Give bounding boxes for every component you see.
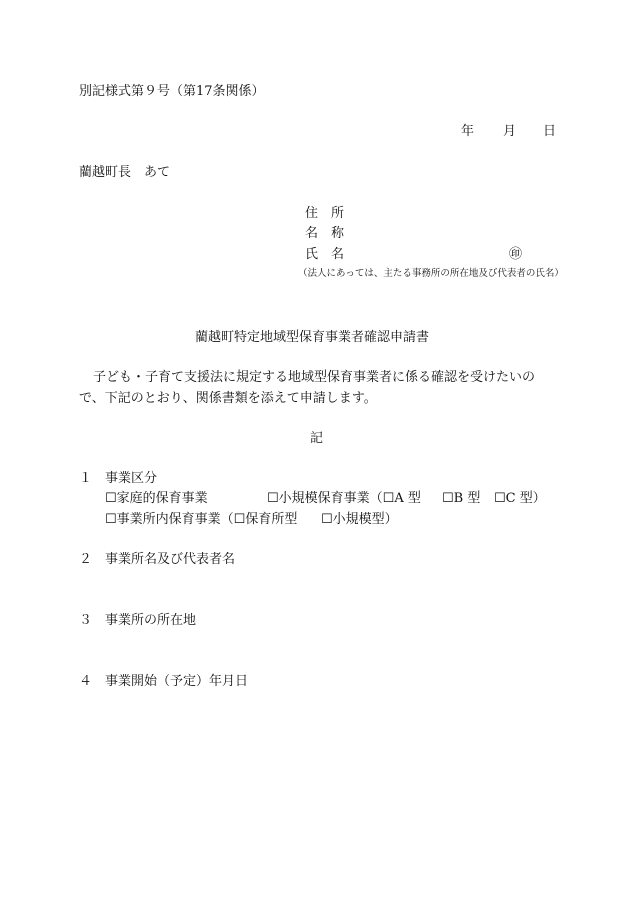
option-workplace-label: 事業所内保育事業（ [116,512,234,527]
option-home-daycare [105,492,208,505]
option-home-daycare-label: 家庭的保育事業 [116,491,208,506]
addressee: 藺越町長 あて [79,165,171,180]
address-label: 住 所 [305,206,345,221]
checkbox-icon[interactable]: ☐ [321,512,333,527]
ki-heading: 記 [310,431,324,446]
checkbox-icon[interactable]: ☐ [442,491,454,506]
company-name-label: 名 称 [305,226,345,241]
person-name-label: 氏 名 [305,247,345,262]
body-text-line-2: で、下記のとおり、関係書類を添えて申請します。 [79,391,377,406]
checkbox-icon[interactable]: ☐ [233,512,246,527]
checkbox-icon[interactable]: ☐ [382,491,395,506]
option-type-c [494,492,546,505]
option-small-type-label: 小規模型） [332,512,398,527]
option-small-scale [267,492,421,505]
option-type-b [442,492,480,505]
option-nursery-type-label: 保育所型 [245,512,298,527]
applicant-note: （法人にあっては、主たる事務所の所在地及び代表者の氏名） [298,268,564,279]
checkbox-icon[interactable]: ☐ [494,491,506,506]
date-year: 年 [461,124,475,139]
document-title: 藺越町特定地域型保育事業者確認申請書 [195,330,430,345]
item-4-label: 事業開始（予定）年月日 [105,674,249,689]
item-3-number: ３ [79,613,93,628]
seal-mark: ㊞ [509,247,523,262]
checkbox-icon[interactable]: ☐ [267,491,279,506]
option-type-a-label: A 型 [394,491,421,506]
option-type-b-label: B 型 [453,491,481,506]
item-1-label: 事業区分 [105,471,158,486]
item-3-label: 事業所の所在地 [105,613,197,628]
checkbox-icon[interactable]: ☐ [105,491,117,506]
option-workplace [105,513,297,526]
form-number: 別記様式第９号（第17条関係） [79,84,265,99]
checkbox-icon[interactable]: ☐ [105,512,117,527]
item-2-label: 事業所名及び代表者名 [105,552,236,567]
option-type-c-label: C 型） [505,491,546,506]
item-2-number: ２ [79,552,93,567]
date-month: 月 [503,124,517,139]
item-4-number: ４ [79,674,93,689]
option-small-scale-label: 小規模保育事業（ [278,491,383,506]
body-text-line-1: 子ども・子育て支援法に規定する地域型保育事業者に係る確認を受けたいの [93,370,536,385]
option-small-type [321,513,398,526]
date-day: 日 [543,124,557,139]
item-1-number: １ [79,471,93,486]
